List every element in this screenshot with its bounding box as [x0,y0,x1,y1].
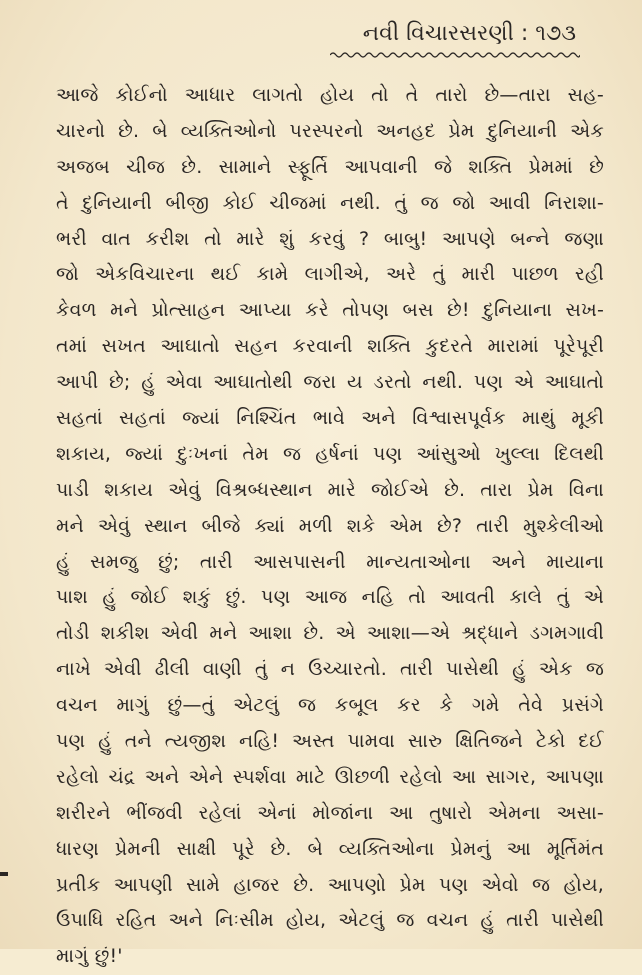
text-line: ધારણ પ્રેમની સાક્ષી પૂરે છે. બે વ્યક્તિઓના પ્રેમનું આ મૂર્તિમંત [56,837,604,860]
text-line: મને એવું સ્થાન બીજે ક્યાં મળી શકે એમ છે? તારી મુશ્કેલીઓ [56,514,604,537]
text-line: પાડી શકાય એવું વિશ્રબ્ધસ્થાન મારે જોઈએ છે. તારા પ્રેમ વિના [56,478,604,501]
text-line: હું સમજુ છું; તારી આસપાસની માન્યતાઓના અને માયાના [56,550,604,573]
text-line: પાશ હું જોઈ શકું છું. પણ આજ નહિ તો આવતી કાલે તું એ [56,586,604,609]
text-line: જો એકવિચારના થઈ કામે લાગીએ, અરે તું મારી પાછળ રહી [56,263,604,286]
body-paragraph [56,78,604,975]
text-line: પણ હું તને ત્યજીશ નહિ! અસ્ત પામવા સારુ ક્ષિતિજને ટેકો દઈ [56,730,604,753]
text-line: અજબ ચીજ છે. સામાને સ્ફૂર્તિ આપવાની જે શક્તિ પ્રેમમાં છે [56,155,604,178]
text-line: આપી છે; હું એવા આઘાતોથી જરા ય ડરતો નથી. પણ એ આઘાતો [56,371,604,394]
text-line: ભરી વાત કરીશ તો મારે શું કરવું ? બાબુ! આપણે બન્ને જણા [56,227,604,250]
margin-mark [0,872,8,876]
text-line: શરીરને ભીંજવી રહેલાં એનાં મોજાંના આ તુષારો એમના અસા- [56,801,604,824]
header-wavy-rule [330,50,580,60]
text-line: તોડી શકીશ એવી મને આશા છે. એ આશા—એ શ્રદ્ધાને ડગમગાવી [56,622,604,645]
text-line: કેવળ મને પ્રોત્સાહન આપ્યા કરે તોપણ બસ છે! દુનિયાના સખ- [56,299,604,322]
text-line: ઉપાધિ રહિત અને નિઃસીમ હોય, એટલું જ વચન હું તારી પાસેથી [56,909,604,932]
text-line: માગું છું!' [56,945,123,968]
text-line: પ્રતીક આપણી સામે હાજર છે. આપણો પ્રેમ પણ એવો જ હોય, [56,873,604,896]
text-line: ચારનો છે. બે વ્યક્તિઓનો પરસ્પરનો અનહદ પ્રેમ દુનિયાની એક [56,119,604,142]
text-line: તે દુનિયાની બીજી કોઈ ચીજમાં નથી. તું જ જો આવી નિરાશા- [56,191,604,214]
text-line: શકાય, જ્યાં દુઃખનાં તેમ જ હર્ષનાં પણ આંસુઓ ખુલ્લા દિલથી [56,442,604,465]
text-line: નાખે એવી ઢીલી વાણી તું ન ઉચ્ચારતો. તારી પાસેથી હું એક જ [56,658,604,681]
text-line: સહતાં સહતાં જ્યાં નિશ્ચિંત ભાવે અને વિશ્વાસપૂર્વક માથું મૂકી [56,407,604,430]
text-line: રહેલો ચંદ્ર અને એને સ્પર્શવા માટે ઊછળી રહેલો આ સાગર, આપણા [56,765,604,788]
text-line: આજે કોઈનો આધાર લાગતો હોય તો તે તારો છે—તારા સહ- [56,84,604,106]
text-line: વચન માગું છું—તું એટલું જ કબૂલ કર કે ગમે તેવે પ્રસંગે [56,694,604,717]
running-header: નવી વિચારસરણી : ૧૭૩ [362,21,576,46]
text-line: તમાં સખત આઘાતો સહન કરવાની શક્તિ કુદરતે મારામાં પૂરેપૂરી [56,335,604,358]
